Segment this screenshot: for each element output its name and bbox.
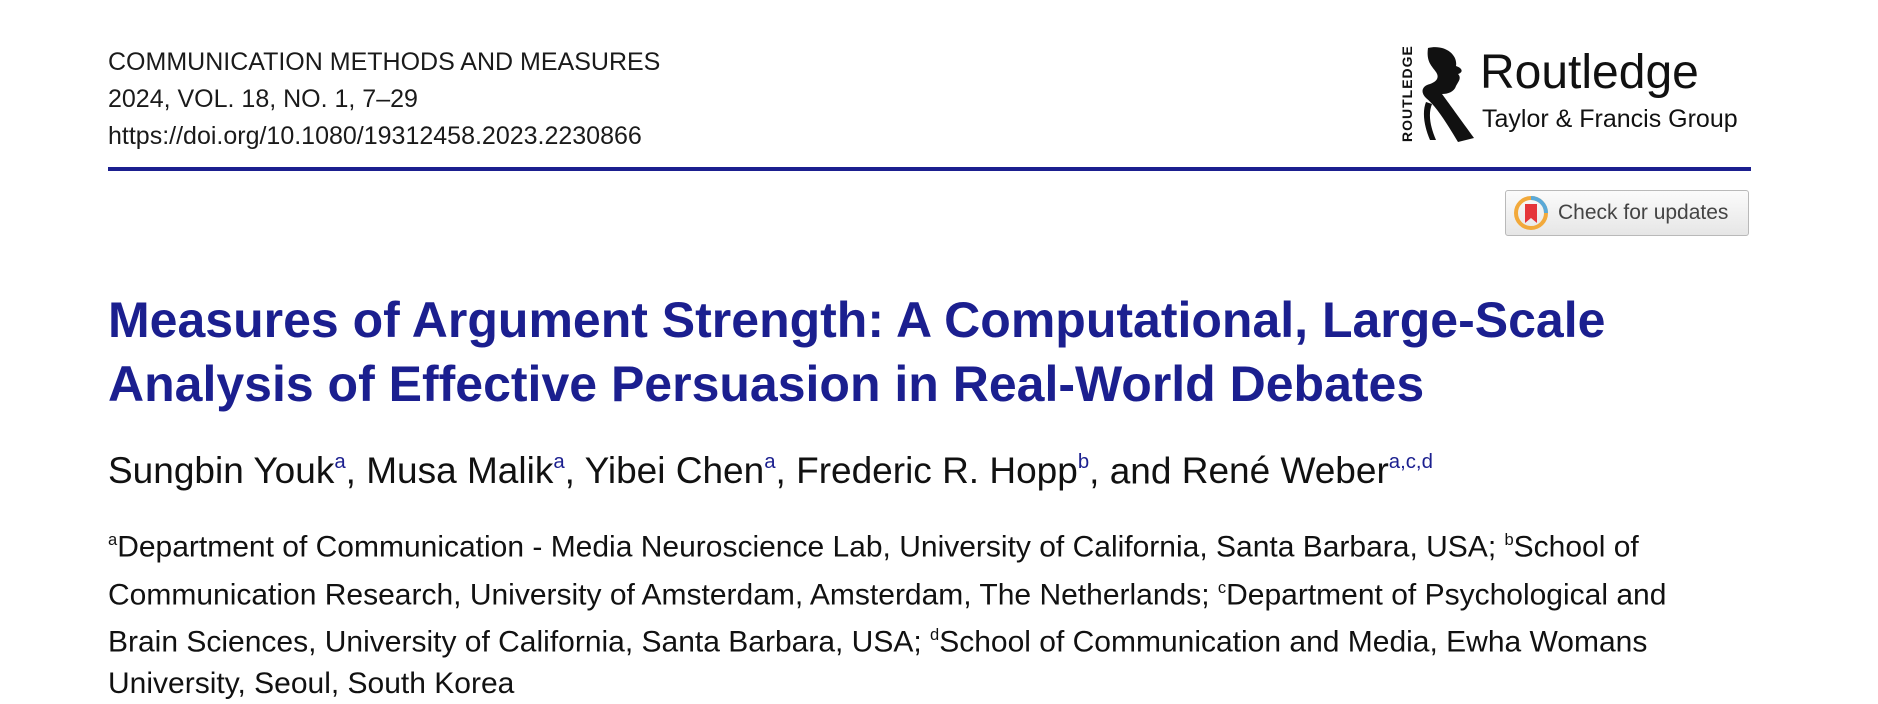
affiliation-text: University, Seoul, South Korea: [108, 666, 515, 700]
author-entry[interactable]: [796, 450, 1089, 491]
affiliation-text: Department of Communication - Media Neuroscience Lab, University of California, Santa Barbara, USA;: [117, 530, 1505, 564]
routledge-heads-icon: [1418, 46, 1476, 144]
affiliation-text: Communication Research, University of Amsterdam, Amsterdam, The Netherlands;: [108, 578, 1218, 612]
author-entry[interactable]: [585, 450, 776, 491]
author-entry[interactable]: [1182, 450, 1433, 491]
affiliation-text: Brain Sciences, University of California, Santa Barbara, USA;: [108, 625, 931, 659]
article-title: [108, 288, 1808, 416]
affiliation-marker: a,c,d: [1388, 451, 1433, 473]
affiliation-marker: b: [1077, 451, 1090, 473]
author-separator: ,: [564, 450, 585, 492]
affiliation-text: School of: [1513, 530, 1639, 564]
author-separator: ,: [345, 450, 367, 492]
header-divider: [108, 167, 1751, 171]
affiliation-line: [108, 663, 1666, 704]
author-name: Musa Malik: [366, 450, 554, 492]
affiliation-line: [108, 568, 1666, 616]
crossmark-bookmark-icon: [1514, 196, 1548, 230]
check-for-updates-button[interactable]: [1505, 190, 1749, 236]
publisher-logo[interactable]: [1396, 44, 1750, 144]
title-line: Analysis of Effective Persuasion in Real-World Debates: [108, 356, 1425, 412]
author-entry[interactable]: [366, 450, 564, 491]
affiliation-marker: a: [334, 451, 346, 473]
check-for-updates-label: Check for updates: [1558, 201, 1729, 224]
doi-link[interactable]: https://doi.org/10.1080/19312458.2023.2230866: [108, 122, 642, 150]
affiliation-marker: b: [1504, 531, 1514, 549]
author-separator: ,: [775, 450, 797, 492]
author-name: Yibei Chen: [584, 450, 765, 492]
affiliation-text: School of Communication and Media, Ewha Womans: [939, 625, 1648, 659]
affiliation-line: [108, 520, 1666, 568]
affiliation-marker: a: [553, 451, 565, 473]
author-separator: , and: [1089, 450, 1182, 492]
author-list: [108, 438, 1433, 495]
affiliation-line: [108, 615, 1666, 663]
author-entry[interactable]: [108, 450, 346, 491]
journal-info: [108, 44, 660, 155]
affiliations: [108, 520, 1666, 704]
affiliation-text: Department of Psychological and: [1226, 578, 1667, 612]
journal-name: COMMUNICATION METHODS AND MEASURES: [108, 48, 661, 76]
title-line: Measures of Argument Strength: A Computational, Large-Scale: [108, 292, 1606, 348]
affiliation-marker: c: [1217, 578, 1227, 597]
author-name: Sungbin Youk: [108, 450, 335, 492]
author-name: Frederic R. Hopp: [796, 450, 1078, 492]
affiliation-marker: a: [764, 451, 776, 473]
logo-vertical-text: ROUTLEDGE: [1399, 45, 1415, 143]
journal-citation: 2024, VOL. 18, NO. 1, 7–29: [108, 85, 418, 113]
publisher-name: Routledge: [1480, 46, 1699, 99]
affiliation-marker: d: [930, 626, 940, 645]
author-name: René Weber: [1181, 450, 1389, 492]
publisher-group: Taylor & Francis Group: [1482, 105, 1738, 133]
affiliation-marker: a: [108, 531, 118, 549]
